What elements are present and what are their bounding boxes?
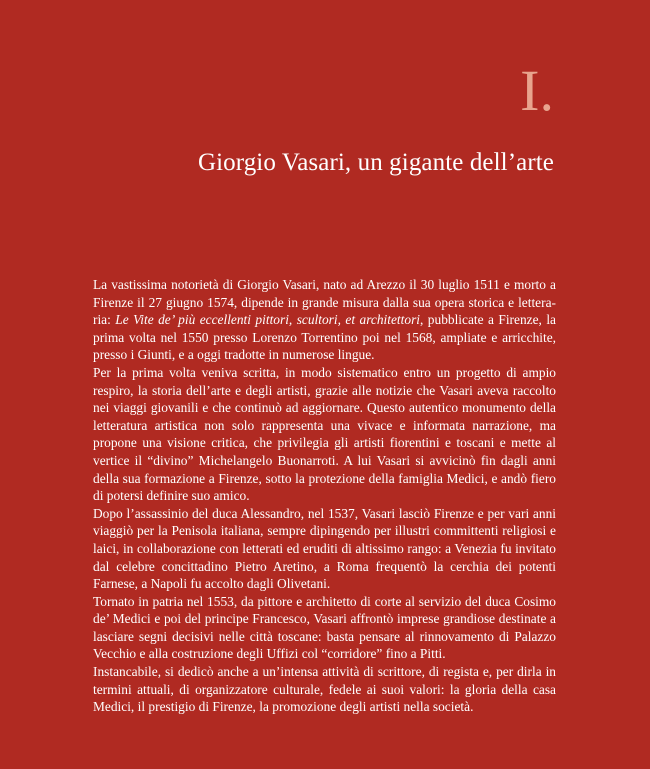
paragraph-1-text-start: La vastissima notorietà di Giorgio Vasari, nato ad Arezzo il 30 luglio 1511 e morto a Firenze il 27 giugno 1574, dipende in grande misura dalla sua opera storica e letteraria: xyxy=(93,277,556,328)
body-text xyxy=(93,276,556,716)
paragraph-3: Dopo l’assassinio del duca Alessandro, nel 1537, Vasari lasciò Firenze e per vari anni viaggiò per la Penisola italiana, sempre dipingendo per illustri committenti religiosi e laici, in collaborazione con letterati ed eruditi di altissimo rango: a Venezia fu invitato dal celebre concittadino Pietro Aretino, a Roma frequentò la cerchia dei potenti Farnese, a Napoli fu accolto dagli Olivetani. xyxy=(93,505,556,592)
paragraph-2: Per la prima volta veniva scritta, in modo sistematico entro un progetto di ampio respiro, la storia dell’arte e degli artisti, grazie alle notizie che Vasari aveva raccolto nei viaggi giovanili e che continuò ad aggiornare. Questo autentico monumento della letteratura artistica non solo rappresenta una vivace e informata narrazione, ma propone una visione critica, che privilegia gli artisti fiorentini e toscani e mette al vertice il “divino” Michelangelo Buonarroti. A lui Vasari si avvicinò fin dagli anni della sua formazione a Firenze, sotto la protezione della famiglia Medici, e andò fiero di potersi definire suo amico. xyxy=(93,364,556,504)
paragraph-1 xyxy=(93,276,556,364)
paragraph-4: Tornato in patria nel 1553, da pittore e architetto di corte al servizio del duca Cosimo de’ Medici e poi del principe Francesco, Vasari affrontò imprese grandiose destinate a lasciare segni decisivi nelle città toscane: basta pensare al rinnovamento di Palazzo Vecchio e alla costruzione degli Uffizi col “corridore” fino a Pitti. xyxy=(93,593,556,662)
paragraph-1-text-end: , pubblicate a Firenze, la prima volta nel 1550 presso Lorenzo Torrentino poi nel 1568, ampliate e arricchite, presso i Giunti, e a oggi tradotte in numerose lingue. xyxy=(93,312,556,363)
chapter-number: I. xyxy=(520,58,554,123)
book-title-italic: Le Vite de’ più eccellenti pittori, scultori, et architettori xyxy=(115,312,421,328)
paragraph-5: Instancabile, si dedicò anche a un’intensa attività di scrittore, di regista e, per dirla in termini attuali, di organizzatore culturale, fedele ai suoi valori: la gloria della casa Medici, il prestigio di Firenze, la promozione degli artisti nella società. xyxy=(93,664,556,715)
chapter-title: Giorgio Vasari, un gigante dell’arte xyxy=(197,149,554,176)
